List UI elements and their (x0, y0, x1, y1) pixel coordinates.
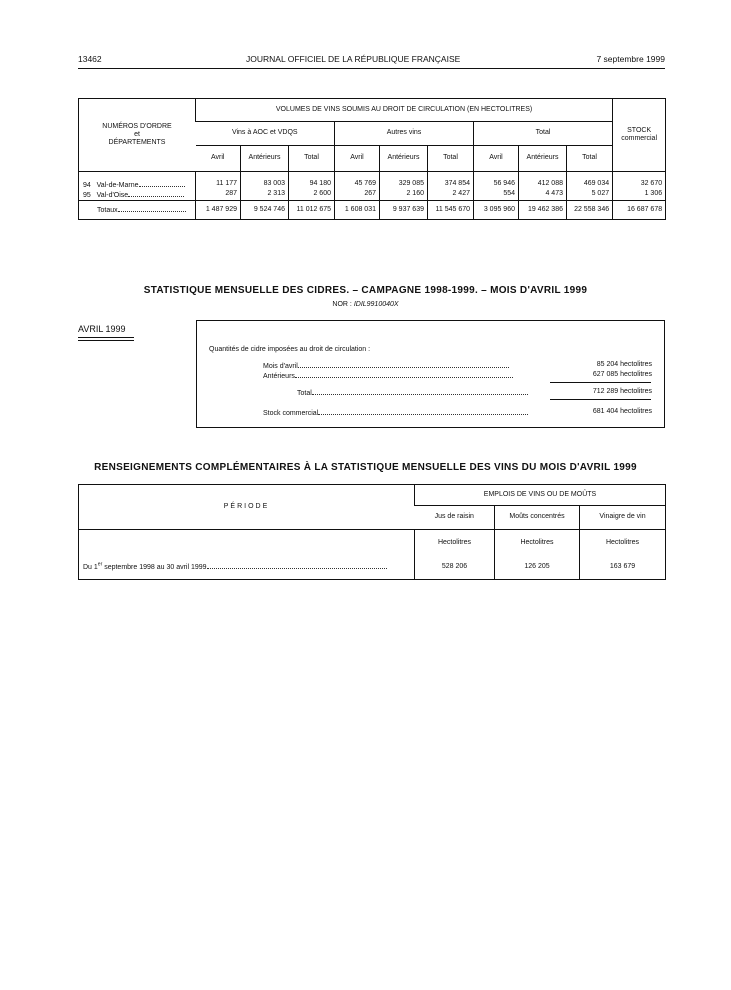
cidres-title: STATISTIQUE MENSUELLE DES CIDRES. – CAMPAGNE 1998-1999. – MOIS D'AVRIL 1999 (143, 285, 588, 296)
subcol-header: Antérieurs (519, 146, 567, 172)
table-row: 94 Val-de-Marne 11 177 83 003 94 180 45 769 329 085 374 854 56 946 412 088 469 034 32 670 (79, 180, 666, 190)
mois-avril-value: 85 204 hectolitres (596, 361, 652, 368)
total-label: Total (297, 388, 528, 397)
avril-underline (78, 337, 134, 338)
renseignements-table (78, 484, 666, 580)
anterieurs-label: Antérieurs (263, 371, 513, 380)
cidres-intro: Quantités de cidre imposées au droit de circulation : (209, 346, 371, 353)
anterieurs-value: 627 085 hectolitres (592, 371, 652, 378)
renseignements-title: RENSEIGNEMENTS COMPLÉMENTAIRES À LA STATISTIQUE MENSUELLE DES VINS DU MOIS D'AVRIL 1999 (94, 462, 637, 473)
periode-header: PÉRIODE (79, 485, 415, 530)
cidres-box (196, 320, 665, 428)
subcol-header: Total (289, 146, 335, 172)
subcol-header: Antérieurs (241, 146, 289, 172)
group-total: Total (474, 122, 613, 146)
wine-volumes-table (78, 98, 666, 220)
subcol-header: Total (428, 146, 474, 172)
col-mouts: Moûts concentrés (495, 506, 580, 530)
sum-rule (550, 399, 651, 400)
totals-row: Totaux 1 487 929 9 524 746 11 012 675 1 608 031 9 937 639 11 545 670 3 095 960 19 462 386 22 558 346 16 687 678 (79, 201, 666, 220)
unit-label: Hectolitres (415, 530, 495, 556)
emplois-header: EMPLOIS DE VINS OU DE MOÛTS (415, 485, 666, 506)
nor-line: NOR : IDIL9910040X (332, 301, 399, 308)
subcol-header: Avril (335, 146, 380, 172)
total-value: 712 289 hectolitres (592, 388, 652, 395)
sum-rule (550, 382, 651, 383)
issue-date: 7 septembre 1999 (596, 54, 665, 64)
unit-label: Hectolitres (580, 530, 666, 556)
group-autres: Autres vins (335, 122, 474, 146)
col-vinaigre: Vinaigre de vin (580, 506, 666, 530)
col-jus: Jus de raisin (415, 506, 495, 530)
table-row: 95 Val-d'Oise 287 2 313 2 600 267 2 160 2 427 554 4 473 5 027 1 306 (79, 190, 666, 201)
subcol-header: Total (567, 146, 613, 172)
stock-label: Stock commercial (263, 408, 528, 417)
page-number: 13462 (78, 54, 102, 64)
group-aoc: Vins à AOC et VDQS (196, 122, 335, 146)
stock-header: STOCK commercial (613, 99, 666, 172)
avril-label: AVRIL 1999 (78, 324, 126, 334)
stock-value: 681 404 hectolitres (592, 408, 652, 415)
subcol-header: Avril (196, 146, 241, 172)
mois-avril-label: Mois d'avril (263, 361, 509, 370)
header-rule (78, 68, 665, 69)
volumes-header: VOLUMES DE VINS SOUMIS AU DROIT DE CIRCULATION (EN HECTOLITRES) (196, 99, 613, 122)
subcol-header: Avril (474, 146, 519, 172)
unit-label: Hectolitres (495, 530, 580, 556)
departements-header: NUMÉROS D'ORDRE et DÉPARTEMENTS (79, 99, 196, 172)
avril-underline (78, 340, 134, 341)
subcol-header: Antérieurs (380, 146, 428, 172)
table-row: Du 1er septembre 1998 au 30 avril 1999 528 206 126 205 163 679 (79, 556, 666, 580)
journal-title: JOURNAL OFFICIEL DE LA RÉPUBLIQUE FRANÇAISE (246, 54, 461, 64)
